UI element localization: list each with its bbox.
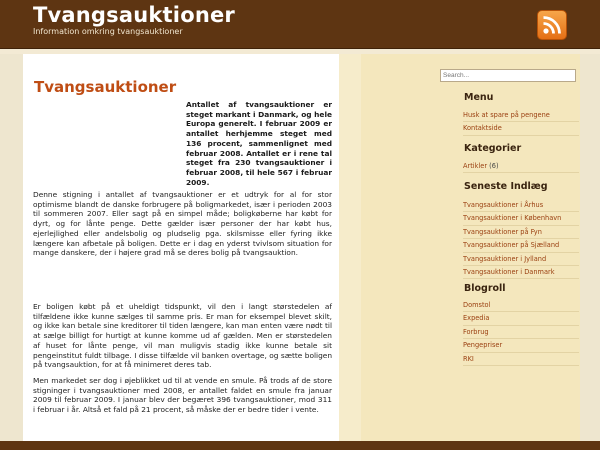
recent-post-link[interactable]: Tvangsauktioner på Sjælland — [463, 239, 579, 252]
categories-list — [463, 160, 579, 173]
site-description: Information omkring tvangsauktioner — [33, 27, 183, 36]
post-intro — [186, 100, 332, 187]
blogroll-link[interactable]: Expedia — [463, 312, 579, 325]
menu-item-spare[interactable]: Husk at spare på pengene — [463, 109, 579, 122]
menu-heading: Menu — [464, 92, 494, 103]
post-paragraph-2 — [33, 302, 332, 370]
blogroll-link[interactable]: Forbrug — [463, 326, 579, 339]
blogroll-link[interactable]: Domstol — [463, 299, 579, 312]
recent-posts-list — [463, 199, 579, 279]
search-input[interactable] — [440, 69, 576, 82]
blogroll-list — [463, 299, 579, 366]
menu-list — [463, 109, 579, 136]
categories-heading: Kategorier — [464, 143, 522, 154]
post-paragraph-3 — [33, 376, 332, 415]
recent-post-link[interactable]: Tvangsauktioner i Jylland — [463, 253, 579, 266]
recent-posts-heading: Seneste Indlæg — [464, 181, 548, 192]
column-divider — [339, 54, 361, 450]
site-footer — [0, 441, 600, 450]
paragraph-text: Denne stigning i antallet af tvangsauktioner er et udtryk for al for stor optimisme blandt de danske forbrugere på boligmarkedet, især i perioden 2003 til sommeren 2007. Eller sagt på en simpel måde; boligkøberne har købt for dyrt, og for lånte penge. Dette gælder især personer der har købt hus, ejerlejlighed eller andelsbolig og pludselig pga. skilsmisse eller fyring ikke længere kan afbetale på boligen. Dette er i dag en yderst tvivlsom situation for mange danskere, der i højere grad må se deres bolig på tvangsauktion. — [33, 190, 332, 258]
paragraph-text: Men markedet ser dog i øjeblikket ud til at vende en smule. På trods af de store stigninger i tvangsauktioner med 2008, er antallet faldet en smule fra januar 2009 til februar 2009. I januar blev der begæret 396 tvangsauktioner, mod 311 i februar i år. Altså et fald på 21 procent, så måske der er bedre tider i vente. — [33, 376, 332, 415]
rss-feed-icon[interactable] — [537, 10, 567, 40]
category-item[interactable] — [463, 160, 579, 173]
intro-text: Antallet af tvangsauktioner er steget markant i Danmark, og hele Europa generelt. I februar 2009 er antallet herhjemme steget med 136 procent, sammenlignet med februar 2008. Antallet er i rene tal steget fra 230 tvangsauktioner i februar 2008, til hele 567 i februar 2009. — [186, 100, 332, 187]
post-paragraph-1 — [33, 190, 332, 258]
site-header — [0, 0, 600, 49]
blogroll-link[interactable]: RKI — [463, 353, 579, 366]
post-title[interactable]: Tvangsauktioner — [34, 78, 177, 96]
paragraph-text: Er boligen købt på et uheldigt tidspunkt, vil den i langt størstedelen af tilfældene ikke kunne sælges til samme pris. Er man for eksempel blevet skilt, og ikke kan betale sine kreditorer til tiden længere, kan man enten være nødt til at sælge billigt for hurtigt at kunne komme ud af gælden. Men er størstedelen af huset for lånte penge, vil man muligvis stadig ikke kunne betale sit pengeinstitut fuldt tilbage. I disse tilfælde vil banken overtage, og sætte boligen på tvangsauktion, for at få minimeret deres tab. — [33, 302, 332, 370]
recent-post-link[interactable]: Tvangsauktioner på Fyn — [463, 226, 579, 239]
recent-post-link[interactable]: Tvangsauktioner i Danmark — [463, 266, 579, 279]
recent-post-link[interactable]: Tvangsauktioner i København — [463, 212, 579, 225]
menu-item-kontakt[interactable]: Kontaktside — [463, 122, 579, 135]
blogroll-heading: Blogroll — [464, 283, 506, 294]
main-content — [23, 54, 339, 450]
category-count: (6) — [489, 162, 499, 170]
site-title[interactable]: Tvangsauktioner — [33, 3, 235, 27]
recent-post-link[interactable]: Tvangsauktioner i Århus — [463, 199, 579, 212]
blogroll-link[interactable]: Pengepriser — [463, 339, 579, 352]
category-label[interactable]: Artikler — [463, 162, 488, 170]
